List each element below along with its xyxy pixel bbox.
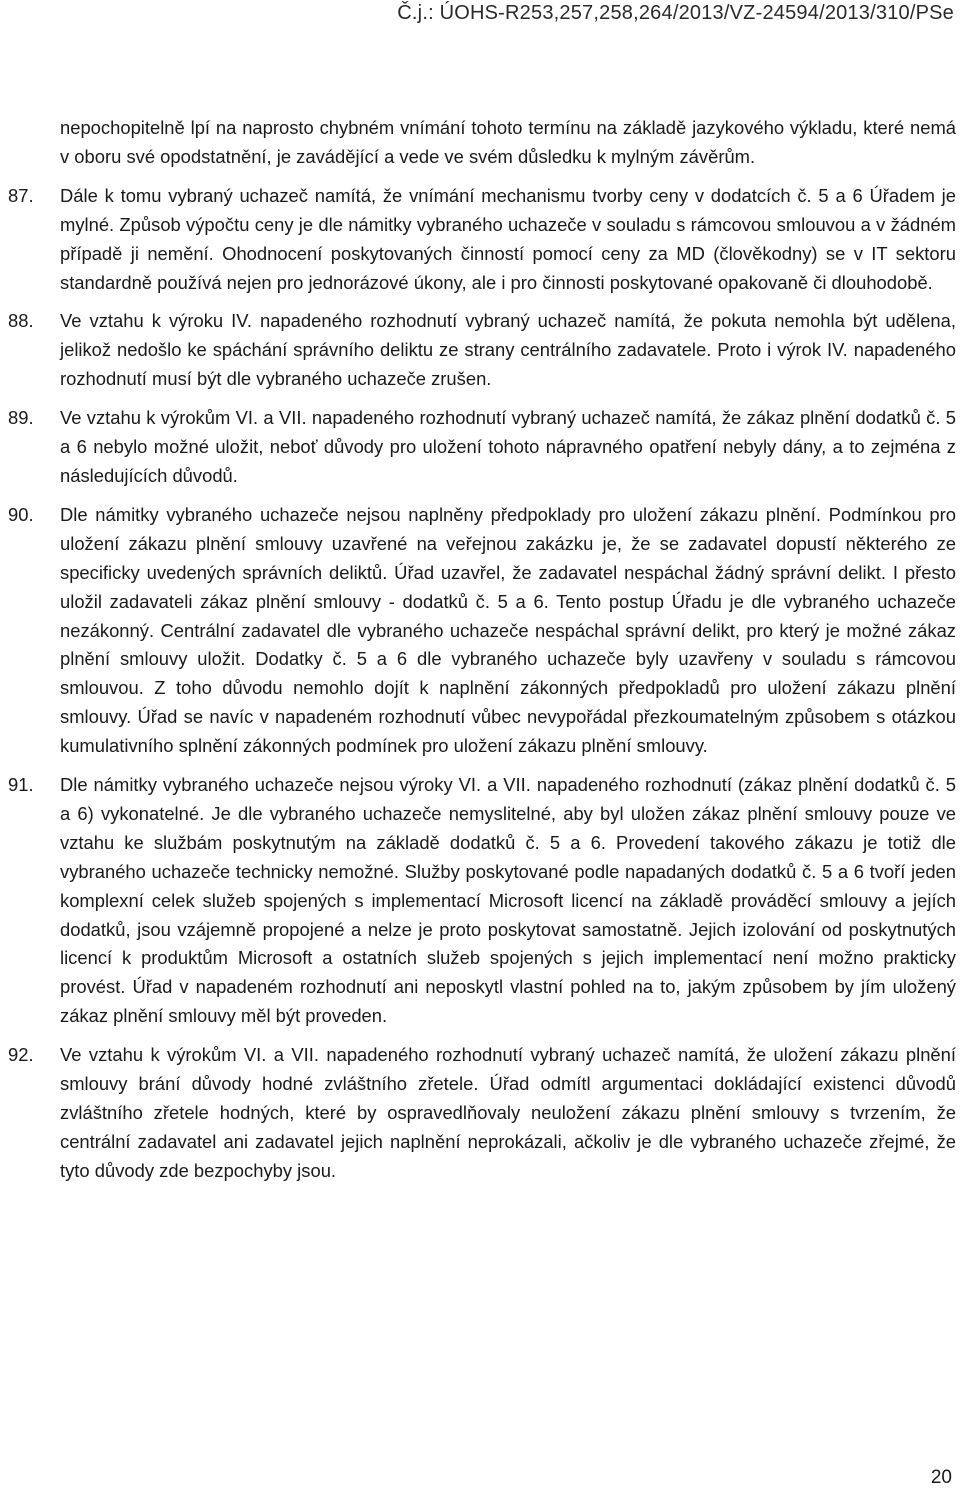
paragraph-92 — [8, 1041, 956, 1186]
page-number: 20 — [930, 1467, 952, 1488]
paragraph-text: Ve vztahu k výroku IV. napadeného rozhodnutí vybraný uchazeč namítá, že pokuta nemohla být udělena, jelikož nedošlo ke spáchání správního deliktu ze strany centrálního zadavatele. Proto i výrok IV. napadeného rozhodnutí musí být dle vybraného uchazeče zrušen. — [60, 310, 956, 390]
paragraph-number: 90. — [8, 503, 34, 525]
paragraph-text: Dle námitky vybraného uchazeče nejsou naplněny předpoklady pro uložení zákazu plnění. Podmínkou pro uložení zákazu plnění smlouvy uzavřené na veřejnou zakázku je, že se zadavatel dopustí některého ze specificky uvedených správních deliktů. Úřad uzavřel, že zadavatel nespáchal žádný správní delikt. I přesto uložil zadavateli zákaz plnění smlouvy - dodatků č. 5 a 6. Tento postup Úřadu je dle vybraného uchazeče nezákonný. Centrální zadavatel dle vybraného uchazeče nespáchal správní delikt, pro který je možné zákaz plnění smlouvy uložit. Dodatky č. 5 a 6 dle vybraného uchazeče byly uzavřeny v souladu s rámcovou smlouvou. Z toho důvodu nemohlo dojít k naplnění zákonných předpokladů pro uložení zákazu plnění smlouvy. Úřad se navíc v napadeném rozhodnutí vůbec nevypořádal přezkoumatelným způsobem s otázkou kumulativního splnění zákonných podmínek pro uložení zákazu plnění smlouvy. — [60, 503, 956, 757]
paragraph-87 — [8, 182, 956, 298]
paragraph-89 — [8, 404, 956, 491]
paragraph-90 — [8, 501, 956, 761]
paragraph-88 — [8, 307, 956, 394]
paragraph-text: Ve vztahu k výrokům VI. a VII. napadeného rozhodnutí vybraný uchazeč namítá, že uložení zákazu plnění smlouvy brání důvody hodné zvláštního zřetele. Úřad odmítl argumentaci dokládající existenci důvodů zvláštního zřetele hodných, které by ospravedlňovaly neuložení zákazu plnění smlouvy s tvrzením, že centrální zadavatel ani zadavatel jejich naplnění neprokázali, ačkoliv je dle vybraného uchazeče zřejmé, že tyto důvody zde bezpochyby jsou. — [60, 1044, 956, 1181]
paragraph-91 — [8, 771, 956, 1031]
paragraph-continuation — [8, 114, 956, 172]
paragraph-number: 88. — [8, 310, 34, 332]
paragraph-number: 91. — [8, 774, 34, 796]
paragraph-text: Dále k tomu vybraný uchazeč namítá, že vnímání mechanismu tvorby ceny v dodatcích č. 5 a 6 Úřadem je mylné. Způsob výpočtu ceny je dle námitky vybraného uchazeče v souladu s rámcovou smlouvou a v žádném případě ji nemění. Ohodnocení poskytovaných činností pomocí ceny za MD (člověkodny) se v IT sektoru standardně používá nejen pro jednorázové úkony, ale i pro činnosti poskytované opakovaně či dlouhodobě. — [60, 184, 956, 293]
paragraph-text: Ve vztahu k výrokům VI. a VII. napadeného rozhodnutí vybraný uchazeč namítá, že zákaz plnění dodatků č. 5 a 6 nebylo možné uložit, neboť důvody pro uložení tohoto nápravného opatření nebyly dány, a to zejména z následujících důvodů. — [60, 407, 956, 486]
paragraph-number: 92. — [8, 1044, 34, 1066]
paragraph-text: nepochopitelně lpí na naprosto chybném vnímání tohoto termínu na základě jazykového výkladu, které nemá v oboru své opodstatnění, je zavádějící a vede ve svém důsledku k mylným závěrům. — [60, 117, 956, 167]
document-reference-header: Č.j.: ÚOHS-R253,257,258,264/2013/VZ-24594/2013/310/PSe — [397, 2, 954, 24]
document-body — [8, 114, 956, 1186]
paragraph-text: Dle námitky vybraného uchazeče nejsou výroky VI. a VII. napadeného rozhodnutí (zákaz plnění dodatků č. 5 a 6) vykonatelné. Je dle vybraného uchazeče nemyslitelné, aby byl uložen zákaz plnění smlouvy pouze ve vztahu ke službám poskytnutým na základě dodatků č. 5 a 6. Provedení takového zákazu je totiž dle vybraného uchazeče technicky nemožné. Služby poskytované podle napadaných dodatků č. 5 a 6 tvoří jeden komplexní celek služeb spojených s implementací Microsoft licencí na základě prováděcí smlouvy a jejích dodatků, jsou vzájemně propojené a nelze je proto poskytovat samostatně. Jejich izolování od poskytnutých licencí k produktům Microsoft a ostatních služeb spojených s jejich implementací není možno prakticky provést. Úřad v napadeném rozhodnutí ani neposkytl vlastní pohled na to, jakým způsobem by jím uložený zákaz plnění smlouvy měl být proveden. — [60, 774, 956, 1027]
paragraph-number: 87. — [8, 184, 34, 206]
paragraph-number: 89. — [8, 407, 34, 429]
